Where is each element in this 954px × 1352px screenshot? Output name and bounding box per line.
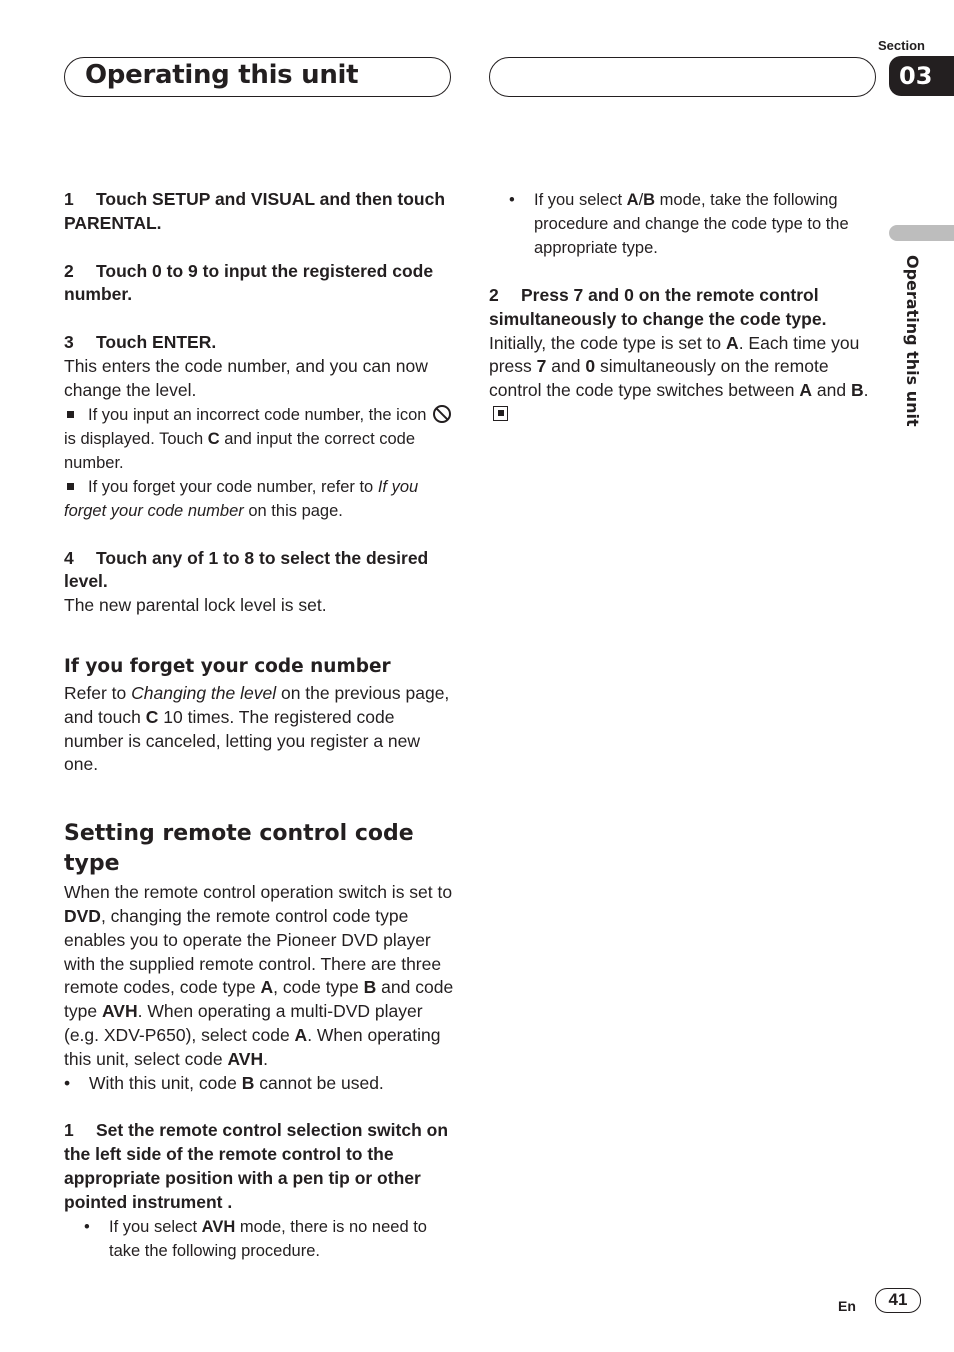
code-avh: AVH	[227, 1048, 264, 1069]
cross-reference: Changing the level	[131, 682, 277, 703]
forget-code-body	[64, 682, 454, 777]
key-7: 7	[536, 356, 547, 377]
cross-reference: If you forget your code number	[64, 477, 419, 520]
body-text: .	[863, 380, 869, 401]
body-text: . When operating a multi-DVD player (e.g. XDV-P650), select code	[64, 1001, 423, 1045]
step-text: Touch ENTER.	[96, 332, 217, 353]
body-text: , code type	[273, 977, 359, 998]
body-text: 10 times. The registered code number is canceled, letting you register a new one.	[64, 706, 421, 775]
step-text: Touch 0 to 9 to input the registered code number.	[64, 260, 434, 305]
end-of-section-icon	[493, 406, 508, 421]
key-c: C	[207, 429, 220, 448]
code-a: A	[294, 1024, 308, 1045]
body-text: . When operating this unit, select code	[64, 1024, 441, 1069]
note-text: mode, there is no need to take the following procedure.	[109, 1217, 427, 1260]
page-title: Operating this unit	[85, 60, 359, 90]
step-3-instruction	[64, 331, 454, 355]
step-1-remote-instruction	[64, 1119, 454, 1214]
step-number: 1	[64, 189, 74, 209]
step-1-instruction	[64, 188, 454, 236]
body-text: When the remote control operation switch is set to	[64, 882, 453, 903]
avh-mode-bullet	[64, 1215, 454, 1263]
step-3-body: This enters the code number, and you can now change the level.	[64, 355, 428, 400]
code-a: A	[726, 332, 739, 353]
note-text: If you select	[534, 191, 623, 209]
code-avh: AVH	[101, 1001, 138, 1022]
body-text: cannot be used.	[259, 1072, 384, 1093]
code-avh: AVH	[201, 1217, 236, 1236]
step-number: 4	[64, 547, 74, 568]
step-text: Touch any of 1 to 8 to select the desired level.	[64, 547, 429, 592]
step-text: Press 7 and 0 on the remote control simultaneously to change the code type.	[489, 285, 827, 329]
right-column	[489, 188, 874, 427]
code-a: A	[626, 191, 639, 209]
step-2-remote-instruction	[489, 284, 874, 332]
body-text: simultaneously on the remote control the code type switches between	[489, 356, 829, 401]
body-text: and	[551, 356, 581, 377]
body-text: Refer to	[64, 682, 127, 703]
note-text: /	[638, 191, 644, 209]
step-4-body: The new parental lock level is set.	[64, 595, 327, 616]
left-column	[64, 188, 454, 1263]
language-label: En	[838, 1298, 856, 1314]
code-b: B	[850, 380, 864, 401]
key-c: C	[145, 706, 159, 727]
page-number: 41	[875, 1288, 921, 1313]
note-text: mode, take the following procedure and change the code type to the appropriate type.	[534, 191, 849, 257]
header-blank-frame	[489, 57, 876, 97]
prohibited-icon	[433, 405, 451, 423]
code-b: B	[241, 1072, 255, 1093]
note-text: If you forget your code number, refer to	[88, 477, 374, 496]
side-tab-label: Operating this unit	[903, 255, 922, 427]
bullet-icon: •	[84, 1217, 90, 1236]
note-forgot-code	[64, 475, 454, 523]
header-title-frame	[64, 57, 451, 97]
body-text: Initially, the code type is set to	[489, 332, 722, 353]
step-number: 3	[64, 332, 74, 353]
note-text: If you select	[109, 1217, 198, 1236]
step-2-instruction	[64, 260, 454, 308]
key-0: 0	[585, 356, 596, 377]
bullet-icon: •	[64, 1072, 71, 1093]
code-a: A	[799, 380, 812, 401]
step-text: Touch SETUP and VISUAL and then touch PARENTAL.	[64, 189, 446, 233]
side-tab-marker	[889, 225, 954, 241]
code-b: B	[363, 977, 377, 998]
body-text: . Each time you press	[489, 332, 860, 377]
note-text: and input the correct code number.	[64, 429, 416, 472]
remote-code-body	[64, 881, 454, 1071]
body-text: With this unit, code	[89, 1072, 237, 1093]
step-4-instruction	[64, 547, 454, 595]
note-square-icon	[67, 483, 74, 490]
step-text: Set the remote control selection switch on the left side of the remote control to the appropriate position with a pen tip or other pointed instrument .	[64, 1120, 449, 1212]
note-text: If you input an incorrect code number, the icon	[88, 405, 427, 424]
body-text: , changing the remote control code type enables you to operate the Pioneer DVD player with the supplied remote control. There are three remote codes, code type	[64, 905, 442, 998]
mode-dvd: DVD	[64, 905, 101, 926]
step-number: 2	[489, 285, 499, 305]
remote-code-bullet	[64, 1072, 454, 1096]
note-text: on this page.	[248, 501, 343, 520]
note-incorrect-code	[64, 403, 454, 475]
body-text: on the previous page, and touch	[64, 682, 450, 727]
bullet-icon: •	[509, 191, 515, 209]
body-text: .	[263, 1048, 268, 1069]
code-b: B	[643, 191, 656, 209]
step-number: 2	[64, 260, 74, 281]
code-a: A	[260, 977, 274, 998]
body-text: and	[816, 380, 847, 401]
ab-mode-bullet	[489, 188, 874, 260]
code-switch-body	[489, 332, 874, 427]
section-label: Section	[878, 38, 925, 53]
note-text: is displayed. Touch	[64, 429, 204, 448]
body-text: and code type	[64, 977, 454, 1022]
remote-code-heading: Setting remote control code type	[64, 821, 414, 877]
note-square-icon	[67, 411, 74, 418]
forget-code-heading: If you forget your code number	[64, 655, 391, 677]
section-number-badge: 03	[889, 56, 954, 96]
step-number: 1	[64, 1120, 74, 1141]
